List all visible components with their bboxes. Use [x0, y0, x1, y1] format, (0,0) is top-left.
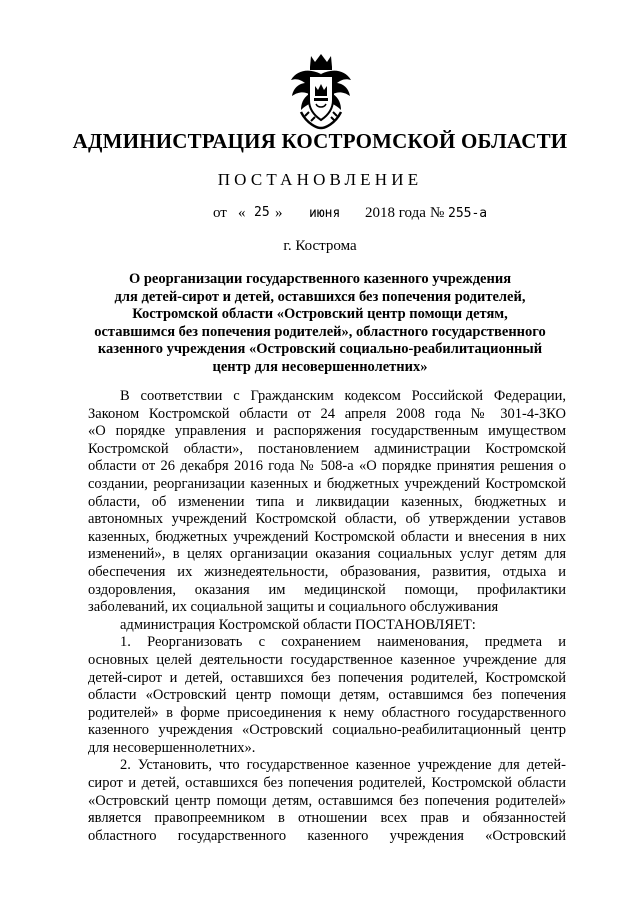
document-number: 255-а — [448, 206, 488, 221]
document-type: ПОСТАНОВЛЕНИЕ — [217, 170, 423, 189]
body-line: для несовершеннолетних». — [88, 739, 256, 756]
body-line: 1. Реорганизовать с сохранением наименования, предмета и — [120, 634, 566, 651]
body-line: родителей» в форме присоединения к нему областного государственного — [88, 704, 566, 721]
body-line: «О порядке управления и распоряжения государственным имуществом — [88, 423, 566, 440]
title-line: казенного учреждения «Островский социально-реабилитационный — [97, 341, 543, 357]
body-line: создании, реорганизации казенных и бюджетных учреждений Костромской — [88, 475, 566, 492]
body-line: области от 26 декабря 2016 года № 508-а «О порядке принятия решения о — [88, 458, 566, 475]
number-prefix: № — [430, 205, 445, 221]
body-line: В соответствии с Гражданским кодексом Российской Федерации, — [120, 388, 566, 404]
body-line: области, об изменении типа и ликвидации казенных, бюджетных и — [88, 493, 566, 510]
date-close-quote: » — [275, 205, 283, 221]
document-title — [80, 271, 560, 376]
organization-name: АДМИНИСТРАЦИЯ КОСТРОМСКОЙ ОБЛАСТИ — [72, 129, 568, 153]
body-line: «Островский центр помощи детям, оставшимся без попечения родителей» — [88, 792, 566, 809]
body-line: 2. Установить, что государственное казенное учреждение для детей- — [120, 757, 566, 774]
body-line: оздоровления, оказания им медицинской помощи, профилактики — [88, 581, 566, 598]
date-prefix: от — [213, 205, 227, 221]
body-line: автономных учреждений Костромской области, об утверждении уставов — [88, 511, 566, 528]
body-line: администрация Костромской области ПОСТАНОВЛЯЕТ: — [120, 616, 476, 633]
document-body — [88, 388, 566, 845]
city: г. Кострома — [283, 238, 357, 254]
body-line: обеспечения их жизнедеятельности, образования, развития, отдыха и — [88, 563, 566, 580]
coat-of-arms-emblem — [287, 50, 355, 130]
body-line: Законом Костромской области от 24 апреля 2008 года № 301-4-ЗКО — [88, 405, 566, 422]
body-line: сирот и детей, оставшихся без попечения родителей, Костромской области — [88, 775, 566, 792]
body-line: является правопреемником в отношении всех прав и обязанностей — [88, 810, 566, 827]
body-line: основных целей деятельности государственное казенное учреждение для — [88, 651, 566, 668]
title-line: О реорганизации государственного казенного учреждения — [128, 271, 512, 287]
body-line: области «Островский центр помощи детям, оставшимся без попечения — [88, 687, 566, 704]
title-line: Костромской области «Островский центр помощи детям, — [132, 306, 508, 322]
date-open-quote: « — [238, 205, 246, 221]
body-line: областного государственного казенного учреждения «Островский — [88, 827, 566, 844]
date-month: июня — [309, 206, 341, 221]
body-line: детей-сирот и детей, оставшихся без попечения родителей, Костромской — [88, 669, 566, 686]
title-line: оставшимся без попечения родителей», областного государственного — [94, 323, 546, 340]
body-line: заболеваний, их социальной защиты и социального обслуживания — [88, 599, 499, 616]
body-line: казенного учреждения «Островский социально-реабилитационный центр — [88, 722, 566, 739]
date-year: 2018 года — [365, 205, 426, 221]
title-line: для детей-сирот и детей, оставшихся без попечения родителей, — [114, 288, 526, 305]
body-line: Костромской области», постановлением администрации Костромской — [88, 440, 566, 457]
date-day: 25 — [254, 205, 270, 220]
body-line: казенных, бюджетных учреждений Костромской области и внесения в них — [88, 528, 566, 545]
body-line: изменений», в целях организации оказания социальных услуг детям для — [88, 546, 566, 563]
title-line: центр для несовершеннолетних» — [212, 358, 428, 375]
